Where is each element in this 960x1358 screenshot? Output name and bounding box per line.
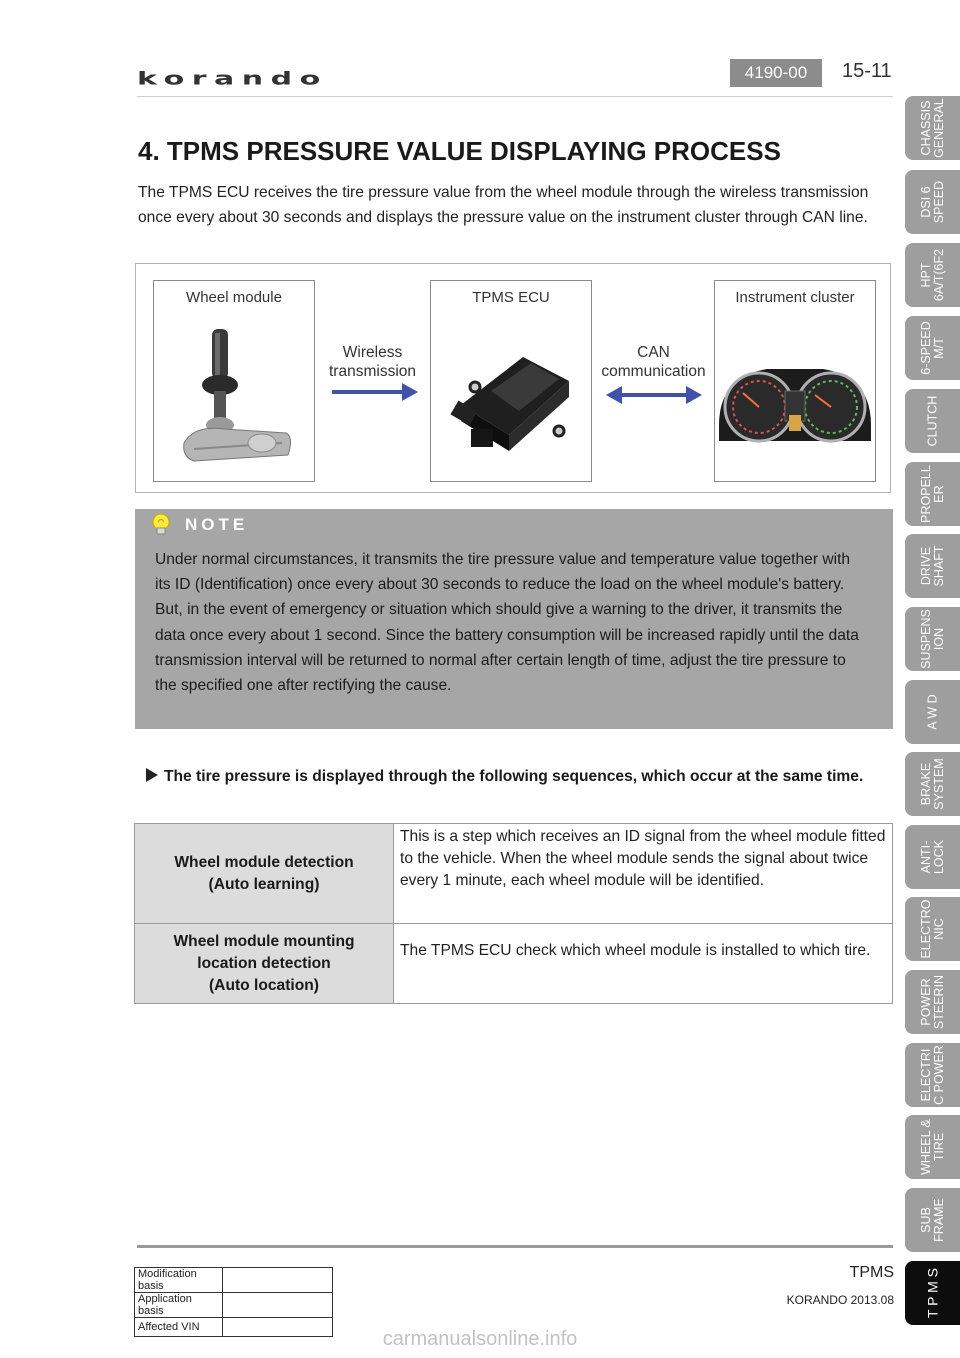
table-row bbox=[135, 1293, 333, 1318]
table-row bbox=[135, 924, 893, 1004]
application-basis-label: Application basis bbox=[135, 1293, 223, 1318]
step-line: (Auto learning) bbox=[208, 875, 320, 893]
side-tab-label: CLUTCH bbox=[925, 395, 939, 447]
side-tab-drive-shaft[interactable] bbox=[905, 534, 960, 598]
header-divider bbox=[137, 96, 893, 97]
section-code-badge: 4190-00 bbox=[730, 59, 822, 87]
side-tab-clutch[interactable] bbox=[905, 389, 960, 453]
tpms-ecu-label: TPMS ECU bbox=[472, 289, 550, 306]
can-bidirectional-arrow bbox=[606, 384, 702, 406]
side-tab-label: SUB FRAME bbox=[918, 1198, 946, 1242]
side-tab-label: 6-SPEED M/T bbox=[918, 321, 946, 375]
can-label-line1: CAN bbox=[637, 344, 670, 361]
instrument-cluster-label: Instrument cluster bbox=[735, 289, 855, 306]
side-tab-label: PROPELL ER bbox=[918, 465, 946, 523]
footer-section-name: TPMS bbox=[849, 1264, 894, 1281]
korando-logo: korando bbox=[137, 68, 328, 89]
can-label-line2: communication bbox=[601, 363, 706, 380]
side-tab-anti-lock[interactable] bbox=[905, 825, 960, 889]
note-text: Under normal circumstances, it transmits the tire pressure value and temperature value together with its ID (Identification) once every about 30 seconds to reduce the load on the wheel module's battery. But, in the event of emergency or situation which should give a warning to the driver, it transmits the data once every about 1 second. Since the battery consumption will be increased rapidly until the data transmission interval will be returned to normal after certain length of time, adjust the tire pressure to the specified one after rectifying the cause. bbox=[155, 551, 859, 695]
side-tab-awd[interactable] bbox=[905, 680, 960, 744]
table-row bbox=[135, 824, 893, 924]
side-tab-label: SUSPENS ION bbox=[918, 609, 946, 669]
instrument-cluster-box bbox=[714, 280, 876, 482]
step-line: (Auto location) bbox=[208, 976, 319, 994]
watermark: carmanualsonline.info bbox=[382, 1328, 578, 1350]
side-tab-label: CHASSIS GENERAL bbox=[918, 98, 946, 158]
side-tab-electronic[interactable] bbox=[905, 897, 960, 961]
description-cell: This is a step which receives an ID signal from the wheel module fitted to the vehicle. When the wheel module sends the signal about twice every 1 minute, each wheel module will be identified. bbox=[394, 824, 893, 924]
side-tab-propeller[interactable] bbox=[905, 462, 960, 526]
side-tab-label: HPT 6A/T(6F2 bbox=[918, 248, 946, 302]
instrument-cluster-image bbox=[715, 355, 875, 455]
side-tab-electric-power[interactable] bbox=[905, 1043, 960, 1107]
modification-basis-label: Modification basis bbox=[135, 1268, 223, 1293]
modification-basis-value bbox=[223, 1268, 333, 1293]
side-tab-label: WHEEL & TIRE bbox=[918, 1119, 946, 1175]
side-tab-label: BRAKE SYSTEM bbox=[918, 758, 946, 810]
side-tab-hpt-6at[interactable] bbox=[905, 243, 960, 307]
step-line: Wheel module detection bbox=[174, 853, 354, 871]
table-row bbox=[135, 1268, 333, 1293]
footer-model-date: KORANDO 2013.08 bbox=[786, 1293, 894, 1307]
side-tab-brake-system[interactable] bbox=[905, 752, 960, 816]
wireless-label-line2: transmission bbox=[329, 363, 416, 380]
bullet-triangle-icon bbox=[146, 768, 158, 782]
side-tab-label: ELECTRI C POWER bbox=[918, 1045, 946, 1105]
can-communication-label bbox=[596, 343, 711, 381]
step-line: Wheel module mounting bbox=[173, 932, 355, 950]
wheel-module-sensor-image bbox=[154, 325, 314, 475]
side-tab-tpms-active[interactable] bbox=[905, 1261, 960, 1325]
modification-table bbox=[134, 1267, 333, 1337]
wheel-module-box bbox=[153, 280, 315, 482]
side-tab-label: POWER STEERIN bbox=[918, 974, 946, 1030]
description-cell: The TPMS ECU check which wheel module is installed to which tire. bbox=[394, 924, 893, 1004]
tpms-ecu-box bbox=[430, 280, 592, 482]
side-tab-label: ANTI- LOCK bbox=[918, 839, 946, 875]
side-tab-label: T P M S bbox=[924, 1267, 940, 1319]
wireless-label-line1: Wireless bbox=[342, 344, 403, 361]
step-cell bbox=[135, 824, 394, 924]
wheel-module-label: Wheel module bbox=[186, 289, 282, 306]
wireless-transmission-label bbox=[320, 343, 425, 381]
side-tab-label: ELECTRO NIC bbox=[918, 899, 946, 959]
sequence-intro: The tire pressure is displayed through the following sequences, which occur at the same time. bbox=[164, 768, 864, 785]
sequence-table bbox=[134, 823, 893, 1004]
side-tab-suspension[interactable] bbox=[905, 607, 960, 671]
side-tab-label: DRIVE SHAFT bbox=[918, 545, 946, 587]
footer-divider bbox=[137, 1245, 893, 1248]
section-title: 4. TPMS PRESSURE VALUE DISPLAYING PROCESS bbox=[138, 136, 781, 166]
side-tab-label: DSI 6 SPEED bbox=[918, 180, 946, 224]
side-tab-6-speed-mt[interactable] bbox=[905, 316, 960, 380]
side-tab-wheel-tire[interactable] bbox=[905, 1115, 960, 1179]
step-cell bbox=[135, 924, 394, 1004]
step-line: location detection bbox=[197, 954, 331, 972]
affected-vin-label: Affected VIN bbox=[135, 1318, 223, 1337]
lightbulb-icon bbox=[150, 513, 172, 537]
note-heading: NOTE bbox=[185, 515, 249, 534]
side-tab-label: A W D bbox=[925, 694, 939, 730]
side-tab-power-steering[interactable] bbox=[905, 970, 960, 1034]
page-number: 15-11 bbox=[842, 60, 892, 82]
tpms-ecu-module-image bbox=[431, 335, 591, 465]
side-tab-sub-frame[interactable] bbox=[905, 1188, 960, 1252]
side-tab-dsi-6-speed[interactable] bbox=[905, 170, 960, 234]
intro-paragraph: The TPMS ECU receives the tire pressure value from the wheel module through the wireless transmission once every about 30 seconds and displays the pressure value on the instrument cluster through CAN line. bbox=[138, 184, 869, 226]
wireless-arrow bbox=[330, 381, 420, 403]
side-tab-chassis-general[interactable] bbox=[905, 96, 960, 160]
application-basis-value bbox=[223, 1293, 333, 1318]
